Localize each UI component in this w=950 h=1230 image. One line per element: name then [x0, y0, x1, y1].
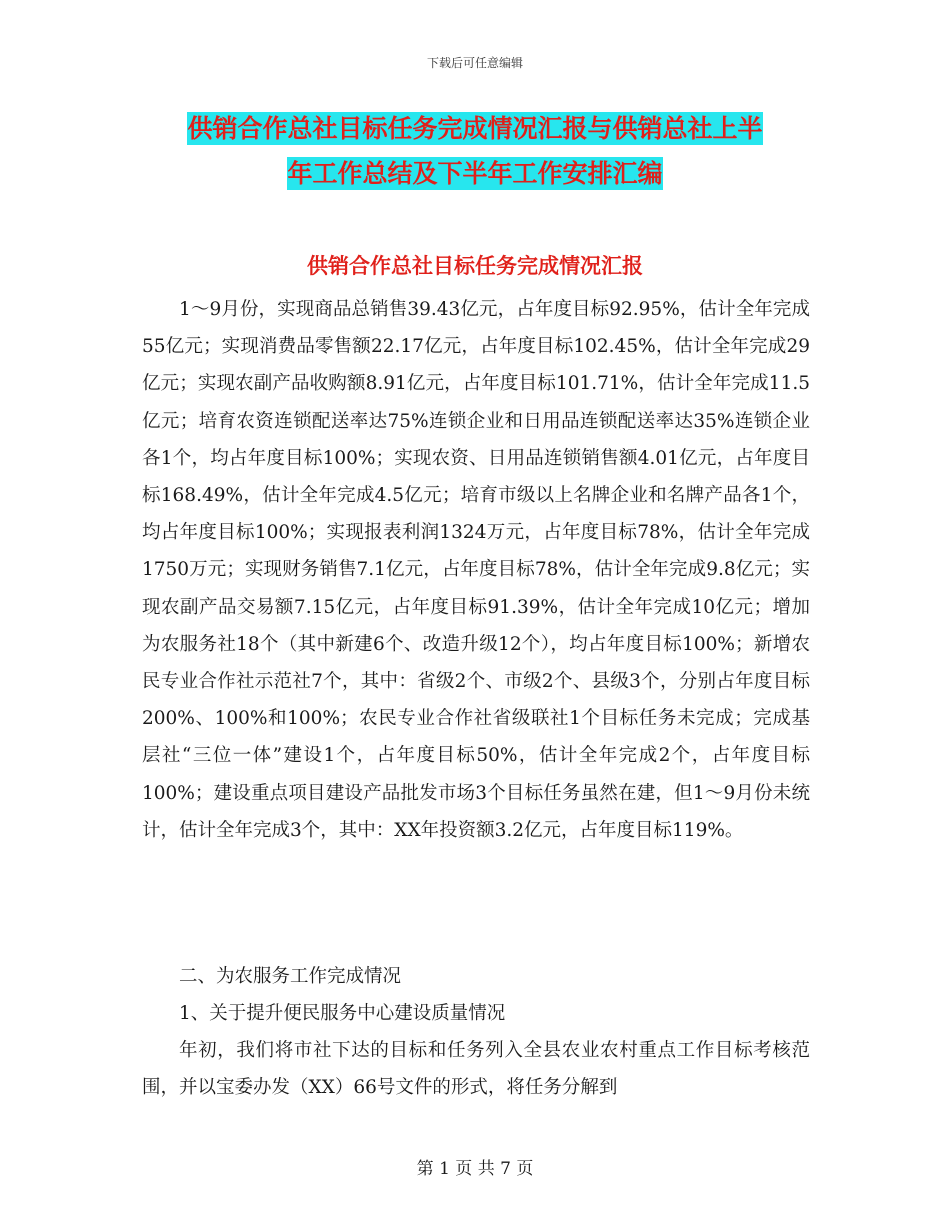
document-title-line-1	[0, 112, 950, 146]
page-header-note: 下载后可任意编辑	[426, 56, 523, 70]
body-paragraph: 1、关于提升便民服务中心建设质量情况	[179, 1003, 506, 1024]
document-title-text-1: 供销合作总社目标任务完成情况汇报与供销总社上半	[187, 114, 763, 143]
body-paragraph: 1～9月份，实现商品总销售39.43亿元，占年度目标92.95%，估计全年完成55亿元；实现消费品零售额22.17亿元，占年度目标102.45%，估计全年完成29亿元；实现农副产品收购额8.91亿元，占年度目标101.71%，估计全年完成11.5亿元；培育农资连锁配送率达75%连锁企业和日用品连锁配送率达35%连锁企业各1个，均占年度目标100%；实现农资、日用品连锁销售额4.01亿元，占年度目标168.49%，估计全年完成4.5亿元；培育市级以上名牌企业和名牌产品各1个，均占年度目标100%；实现报表利润1324万元，占年度目标78%，估计全年完成1750万元；实现财务销售7.1亿元，占年度目标78%，估计全年完成9.8亿元；实现农副产品交易额7.15亿元，占年度目标91.39%，估计全年完成10亿元；增加为农服务社18个（其中新建6个、改造升级12个），均占年度目标100%；新增农民专业合作社示范社7个，其中：省级2个、市级2个、县级3个，分别占年度目标200%、100%和100%；农民专业合作社省级联社1个目标任务未完成；完成基层社“三位一体”建设1个，占年度目标50%，估计全年完成2个，占年度目标100%；建设重点项目建设产品批发市场3个目标任务虽然在建，但1～9月份未统计，估计全年完成3个，其中：XX年投资额3.2亿元，占年度目标119%。	[142, 299, 810, 841]
page-number-footer: 第 1 页 共 7 页	[416, 1159, 534, 1179]
body-paragraph: 二、为农服务工作完成情况	[179, 966, 402, 987]
document-title-text-2: 年工作总结及下半年工作安排汇编	[287, 159, 663, 188]
body-paragraph: 年初，我们将市社下达的目标和任务列入全县农业农村重点工作目标考核范围，并以宝委办发（XX）66号文件的形式，将任务分解到	[142, 1040, 810, 1099]
document-title-line-2	[0, 157, 950, 191]
section-heading: 供销合作总社目标任务完成情况汇报	[307, 254, 643, 278]
